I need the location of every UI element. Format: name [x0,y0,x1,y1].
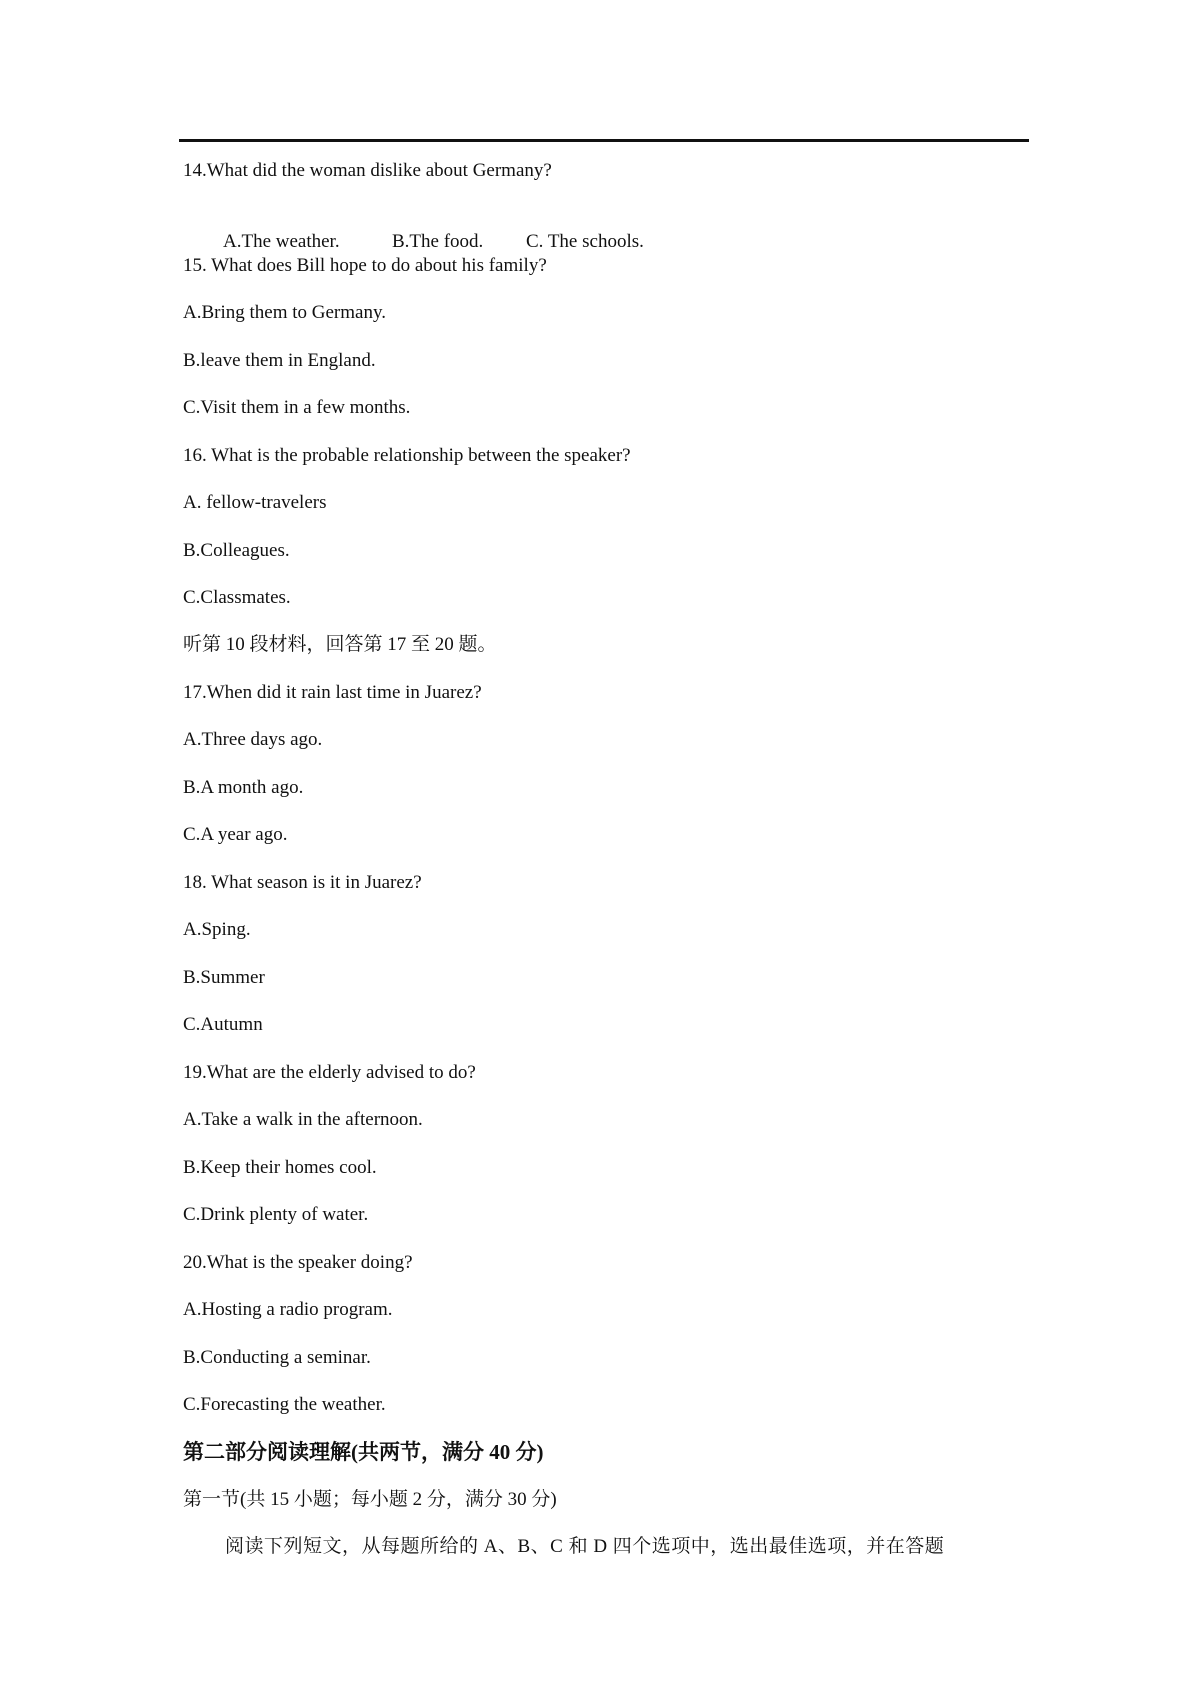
part-2-instruction: 阅读下列短文，从每题所给的 A、B、C 和 D 四个选项中，选出最佳选项，并在答题 [225,1536,945,1557]
question-20: 20.What is the speaker doing? [183,1252,413,1273]
q15-option-b: B.leave them in England. [183,350,376,371]
q19-option-a: A.Take a walk in the afternoon. [183,1109,423,1130]
question-14-options [204,206,644,252]
q19-option-b: B.Keep their homes cool. [183,1157,377,1178]
q16-option-c: C.Classmates. [183,587,291,608]
listening-instruction: 听第 10 段材料，回答第 17 至 20 题。 [183,634,497,655]
question-14: 14.What did the woman dislike about Germany? [183,160,552,181]
question-18: 18. What season is it in Juarez? [183,872,422,893]
question-17: 17.When did it rain last time in Juarez? [183,682,482,703]
question-16: 16. What is the probable relationship between the speaker? [183,445,631,466]
q17-option-c: C.A year ago. [183,824,288,845]
question-19: 19.What are the elderly advised to do? [183,1062,476,1083]
q17-option-b: B.A month ago. [183,777,304,798]
q18-option-b: B.Summer [183,967,265,988]
q16-option-b: B.Colleagues. [183,540,290,561]
header-divider [179,139,1029,142]
q15-option-a: A.Bring them to Germany. [183,302,386,323]
q17-option-a: A.Three days ago. [183,729,323,750]
q18-option-a: A.Sping. [183,919,251,940]
q14-option-b: B.The food. [392,231,484,252]
q18-option-c: C.Autumn [183,1014,263,1035]
q20-option-b: B.Conducting a seminar. [183,1347,371,1368]
q16-option-a: A. fellow-travelers [183,492,327,513]
q19-option-c: C.Drink plenty of water. [183,1204,369,1225]
q14-option-a: A.The weather. [223,231,340,252]
part-2-title: 第二部分阅读理解(共两节，满分 40 分) [183,1440,544,1464]
part-2-section-1: 第一节(共 15 小题；每小题 2 分，满分 30 分) [183,1489,557,1510]
q20-option-a: A.Hosting a radio program. [183,1299,393,1320]
question-15: 15. What does Bill hope to do about his family? [183,255,547,276]
q20-option-c: C.Forecasting the weather. [183,1394,386,1415]
q15-option-c: C.Visit them in a few months. [183,397,411,418]
q14-option-c: C. The schools. [526,231,644,252]
